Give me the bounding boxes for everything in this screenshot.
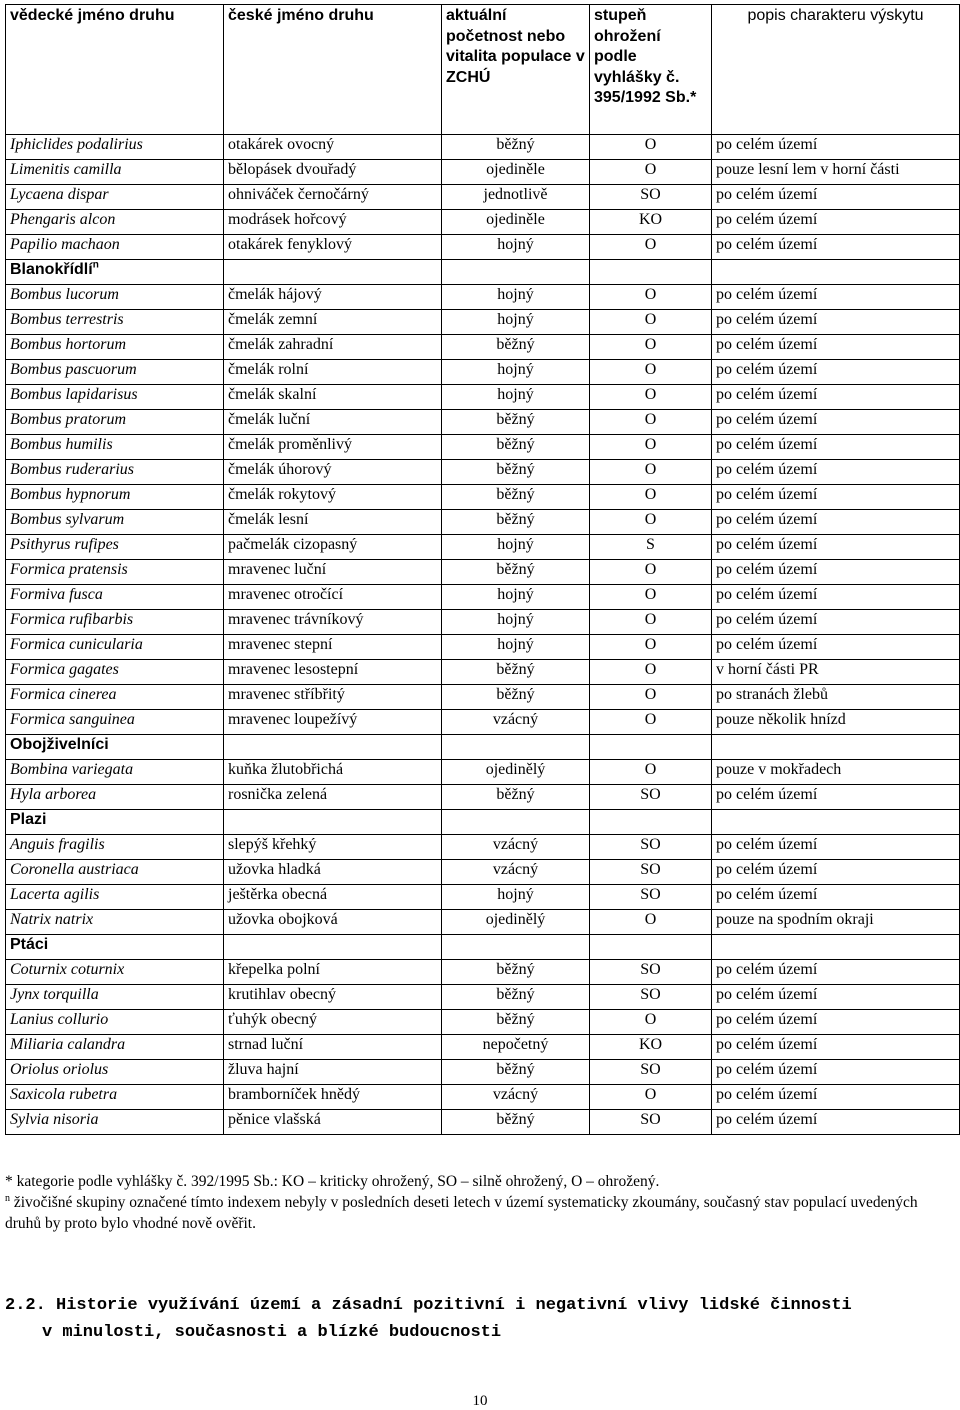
threat-status-cell: SO <box>590 835 712 860</box>
threat-status-cell: O <box>590 660 712 685</box>
scientific-name-cell: Formica pratensis <box>6 560 224 585</box>
threat-status-cell: SO <box>590 885 712 910</box>
table-row <box>6 210 960 235</box>
table-row <box>6 460 960 485</box>
occurrence-cell: pouze několik hnízd <box>712 710 960 735</box>
empty-cell <box>712 735 960 760</box>
occurrence-cell: po celém území <box>712 235 960 260</box>
scientific-name-cell: Natrix natrix <box>6 910 224 935</box>
scientific-name-cell: Bombina variegata <box>6 760 224 785</box>
czech-name-cell: čmelák rokytový <box>224 485 442 510</box>
abundance-cell: běžný <box>442 335 590 360</box>
header-threat-level: stupeň ohrožení podle vyhlášky č. 395/1992 Sb.* <box>590 5 712 135</box>
czech-name-cell: mravenec luční <box>224 560 442 585</box>
czech-name-cell: kuňka žlutobřichá <box>224 760 442 785</box>
czech-name-cell: strnad luční <box>224 1035 442 1060</box>
abundance-cell: běžný <box>442 1060 590 1085</box>
scientific-name-cell: Bombus ruderarius <box>6 460 224 485</box>
scientific-name-cell: Coturnix coturnix <box>6 960 224 985</box>
table-row <box>6 360 960 385</box>
threat-status-cell: SO <box>590 1110 712 1135</box>
abundance-cell: běžný <box>442 435 590 460</box>
table-row <box>6 760 960 785</box>
scientific-name-cell: Formica cunicularia <box>6 635 224 660</box>
species-table <box>5 4 960 1135</box>
scientific-name-cell: Formiva fusca <box>6 585 224 610</box>
empty-cell <box>442 935 590 960</box>
czech-name-cell: bělopásek dvouřadý <box>224 160 442 185</box>
czech-name-cell: rosnička zelená <box>224 785 442 810</box>
threat-status-cell: O <box>590 135 712 160</box>
abundance-cell: hojný <box>442 360 590 385</box>
abundance-cell: běžný <box>442 510 590 535</box>
czech-name-cell: pěnice vlašská <box>224 1110 442 1135</box>
table-row <box>6 710 960 735</box>
abundance-cell: vzácný <box>442 835 590 860</box>
scientific-name-cell: Bombus hypnorum <box>6 485 224 510</box>
occurrence-cell: po celém území <box>712 135 960 160</box>
table-row <box>6 160 960 185</box>
abundance-cell: běžný <box>442 1110 590 1135</box>
czech-name-cell: otakárek fenyklový <box>224 235 442 260</box>
empty-cell <box>590 935 712 960</box>
threat-status-cell: O <box>590 710 712 735</box>
abundance-cell: vzácný <box>442 860 590 885</box>
scientific-name-cell: Bombus lapidarisus <box>6 385 224 410</box>
occurrence-cell: po celém území <box>712 410 960 435</box>
czech-name-cell: mravenec lesostepní <box>224 660 442 685</box>
abundance-cell: vzácný <box>442 710 590 735</box>
table-row <box>6 585 960 610</box>
occurrence-cell: po celém území <box>712 785 960 810</box>
scientific-name-cell: Jynx torquilla <box>6 985 224 1010</box>
abundance-cell: ojedinělý <box>442 910 590 935</box>
abundance-cell: hojný <box>442 285 590 310</box>
scientific-name-cell: Bombus sylvarum <box>6 510 224 535</box>
threat-status-cell: O <box>590 685 712 710</box>
scientific-name-cell: Papilio machaon <box>6 235 224 260</box>
table-row <box>6 635 960 660</box>
table-row <box>6 285 960 310</box>
abundance-cell: běžný <box>442 960 590 985</box>
threat-status-cell: O <box>590 635 712 660</box>
group-name: Plazi <box>10 811 47 828</box>
scientific-name-cell: Phengaris alcon <box>6 210 224 235</box>
threat-status-cell: O <box>590 760 712 785</box>
empty-cell <box>224 935 442 960</box>
abundance-cell: běžný <box>442 1010 590 1035</box>
section-heading <box>5 1292 955 1346</box>
table-row <box>6 1060 960 1085</box>
occurrence-cell: po celém území <box>712 285 960 310</box>
table-header <box>6 5 960 135</box>
occurrence-cell: po celém území <box>712 1060 960 1085</box>
group-row <box>6 935 960 960</box>
table-row <box>6 560 960 585</box>
czech-name-cell: křepelka polní <box>224 960 442 985</box>
occurrence-cell: po celém území <box>712 435 960 460</box>
abundance-cell: běžný <box>442 560 590 585</box>
table-row <box>6 510 960 535</box>
abundance-cell: ojedinělý <box>442 760 590 785</box>
occurrence-cell: po celém území <box>712 210 960 235</box>
empty-cell <box>442 735 590 760</box>
threat-status-cell: S <box>590 535 712 560</box>
empty-cell <box>224 810 442 835</box>
scientific-name-cell: Bombus pratorum <box>6 410 224 435</box>
empty-cell <box>712 260 960 285</box>
occurrence-cell: pouze lesní lem v horní části <box>712 160 960 185</box>
threat-status-cell: SO <box>590 860 712 885</box>
table-row <box>6 185 960 210</box>
empty-cell <box>712 935 960 960</box>
threat-status-cell: O <box>590 460 712 485</box>
scientific-name-cell: Coronella austriaca <box>6 860 224 885</box>
scientific-name-cell: Formica rufibarbis <box>6 610 224 635</box>
group-name: Obojživelníci <box>10 736 109 753</box>
occurrence-cell: po celém území <box>712 310 960 335</box>
header-occurrence: popis charakteru výskytu <box>712 5 960 135</box>
czech-name-cell: čmelák luční <box>224 410 442 435</box>
threat-status-cell: O <box>590 160 712 185</box>
table-row <box>6 1110 960 1135</box>
occurrence-cell: po celém území <box>712 460 960 485</box>
threat-status-cell: KO <box>590 1035 712 1060</box>
czech-name-cell: otakárek ovocný <box>224 135 442 160</box>
czech-name-cell: čmelák proměnlivý <box>224 435 442 460</box>
threat-status-cell: SO <box>590 960 712 985</box>
table-row <box>6 310 960 335</box>
scientific-name-cell: Hyla arborea <box>6 785 224 810</box>
abundance-cell: hojný <box>442 535 590 560</box>
abundance-cell: běžný <box>442 685 590 710</box>
table-row <box>6 835 960 860</box>
scientific-name-cell: Formica gagates <box>6 660 224 685</box>
group-label <box>6 260 224 285</box>
group-name: Ptáci <box>10 936 49 953</box>
threat-status-cell: O <box>590 435 712 460</box>
abundance-cell: nepočetný <box>442 1035 590 1060</box>
scientific-name-cell: Lycaena dispar <box>6 185 224 210</box>
occurrence-cell: po celém území <box>712 1010 960 1035</box>
occurrence-cell: po stranách žlebů <box>712 685 960 710</box>
threat-status-cell: KO <box>590 210 712 235</box>
threat-status-cell: O <box>590 510 712 535</box>
threat-status-cell: SO <box>590 785 712 810</box>
table-row <box>6 860 960 885</box>
table-row <box>6 235 960 260</box>
threat-status-cell: O <box>590 385 712 410</box>
abundance-cell: hojný <box>442 310 590 335</box>
scientific-name-cell: Bombus pascuorum <box>6 360 224 385</box>
header-scientific-name: vědecké jméno druhu <box>6 5 224 135</box>
threat-status-cell: O <box>590 410 712 435</box>
header-abundance: aktuální početnost nebo vitalita populace v ZCHÚ <box>442 5 590 135</box>
abundance-cell: jednotlivě <box>442 185 590 210</box>
scientific-name-cell: Formica sanguinea <box>6 710 224 735</box>
threat-status-cell: O <box>590 485 712 510</box>
scientific-name-cell: Miliaria calandra <box>6 1035 224 1060</box>
table-row <box>6 610 960 635</box>
empty-cell <box>712 810 960 835</box>
czech-name-cell: mravenec loupežívý <box>224 710 442 735</box>
table-row <box>6 485 960 510</box>
czech-name-cell: mravenec stepní <box>224 635 442 660</box>
czech-name-cell: krutihlav obecný <box>224 985 442 1010</box>
footnote-categories: * kategorie podle vyhlášky č. 392/1995 Sb.: KO – kriticky ohrožený, SO – silně ohrožený, O – ohrožený. <box>5 1173 660 1190</box>
header-czech-name: české jméno druhu <box>224 5 442 135</box>
table-row <box>6 1085 960 1110</box>
scientific-name-cell: Formica cinerea <box>6 685 224 710</box>
header-row <box>6 5 960 135</box>
scientific-name-cell: Oriolus oriolus <box>6 1060 224 1085</box>
czech-name-cell: užovka obojková <box>224 910 442 935</box>
abundance-cell: běžný <box>442 135 590 160</box>
threat-status-cell: O <box>590 610 712 635</box>
czech-name-cell: čmelák úhorový <box>224 460 442 485</box>
threat-status-cell: SO <box>590 1060 712 1085</box>
table-row <box>6 685 960 710</box>
abundance-cell: ojediněle <box>442 210 590 235</box>
scientific-name-cell: Lanius collurio <box>6 1010 224 1035</box>
czech-name-cell: bramborníček hnědý <box>224 1085 442 1110</box>
threat-status-cell: O <box>590 1010 712 1035</box>
abundance-cell: hojný <box>442 385 590 410</box>
czech-name-cell: modrásek hořcový <box>224 210 442 235</box>
group-label <box>6 735 224 760</box>
scientific-name-cell: Anguis fragilis <box>6 835 224 860</box>
occurrence-cell: pouze v mokřadech <box>712 760 960 785</box>
threat-status-cell: O <box>590 285 712 310</box>
group-row <box>6 260 960 285</box>
table-row <box>6 785 960 810</box>
czech-name-cell: čmelák zemní <box>224 310 442 335</box>
threat-status-cell: O <box>590 585 712 610</box>
occurrence-cell: po celém území <box>712 835 960 860</box>
czech-name-cell: mravenec otročící <box>224 585 442 610</box>
threat-status-cell: O <box>590 560 712 585</box>
table-row <box>6 135 960 160</box>
table-row <box>6 985 960 1010</box>
abundance-cell: ojediněle <box>442 160 590 185</box>
empty-cell <box>590 810 712 835</box>
occurrence-cell: po celém území <box>712 335 960 360</box>
occurrence-cell: po celém území <box>712 535 960 560</box>
czech-name-cell: ještěrka obecná <box>224 885 442 910</box>
czech-name-cell: mravenec stříbřitý <box>224 685 442 710</box>
threat-status-cell: SO <box>590 985 712 1010</box>
abundance-cell: hojný <box>442 635 590 660</box>
table-row <box>6 385 960 410</box>
czech-name-cell: čmelák hájový <box>224 285 442 310</box>
abundance-cell: vzácný <box>442 1085 590 1110</box>
table-row <box>6 660 960 685</box>
occurrence-cell: po celém území <box>712 185 960 210</box>
abundance-cell: běžný <box>442 485 590 510</box>
czech-name-cell: mravenec trávníkový <box>224 610 442 635</box>
occurrence-cell: po celém území <box>712 960 960 985</box>
abundance-cell: hojný <box>442 885 590 910</box>
threat-status-cell: O <box>590 1085 712 1110</box>
table-body <box>6 135 960 1135</box>
abundance-cell: běžný <box>442 410 590 435</box>
scientific-name-cell: Bombus humilis <box>6 435 224 460</box>
table-row <box>6 335 960 360</box>
czech-name-cell: pačmelák cizopasný <box>224 535 442 560</box>
occurrence-cell: po celém území <box>712 1085 960 1110</box>
group-row <box>6 735 960 760</box>
occurrence-cell: po celém území <box>712 1110 960 1135</box>
czech-name-cell: užovka hladká <box>224 860 442 885</box>
scientific-name-cell: Lacerta agilis <box>6 885 224 910</box>
abundance-cell: běžný <box>442 785 590 810</box>
footnotes <box>5 1171 955 1234</box>
section-heading-line2: v minulosti, současnosti a blízké budoucnosti <box>42 1323 502 1342</box>
table-row <box>6 410 960 435</box>
table-row <box>6 1010 960 1035</box>
abundance-cell: běžný <box>442 985 590 1010</box>
czech-name-cell: žluva hajní <box>224 1060 442 1085</box>
empty-cell <box>590 260 712 285</box>
empty-cell <box>442 810 590 835</box>
threat-status-cell: O <box>590 910 712 935</box>
abundance-cell: hojný <box>442 585 590 610</box>
scientific-name-cell: Bombus terrestris <box>6 310 224 335</box>
empty-cell <box>224 260 442 285</box>
czech-name-cell: ohniváček černočárný <box>224 185 442 210</box>
scientific-name-cell: Saxicola rubetra <box>6 1085 224 1110</box>
group-name: Blanokřídlí <box>10 261 93 278</box>
threat-status-cell: O <box>590 310 712 335</box>
occurrence-cell: po celém území <box>712 610 960 635</box>
scientific-name-cell: Bombus hortorum <box>6 335 224 360</box>
occurrence-cell: po celém území <box>712 985 960 1010</box>
footnote-index <box>5 1192 955 1234</box>
scientific-name-cell: Limenitis camilla <box>6 160 224 185</box>
scientific-name-cell: Sylvia nisoria <box>6 1110 224 1135</box>
czech-name-cell: ťuhýk obecný <box>224 1010 442 1035</box>
empty-cell <box>224 735 442 760</box>
occurrence-cell: v horní části PR <box>712 660 960 685</box>
group-index-mark: n <box>92 259 99 271</box>
section-heading-line1: 2.2. Historie využívání území a zásadní pozitivní i negativní vlivy lidské činnosti <box>5 1296 852 1315</box>
table-row <box>6 535 960 560</box>
threat-status-cell: O <box>590 235 712 260</box>
threat-status-cell: SO <box>590 185 712 210</box>
abundance-cell: běžný <box>442 460 590 485</box>
occurrence-cell: po celém území <box>712 885 960 910</box>
occurrence-cell: po celém území <box>712 360 960 385</box>
table-row <box>6 1035 960 1060</box>
scientific-name-cell: Bombus lucorum <box>6 285 224 310</box>
table-row <box>6 910 960 935</box>
table-row <box>6 960 960 985</box>
czech-name-cell: čmelák rolní <box>224 360 442 385</box>
threat-status-cell: O <box>590 360 712 385</box>
czech-name-cell: čmelák skalní <box>224 385 442 410</box>
occurrence-cell: po celém území <box>712 860 960 885</box>
occurrence-cell: po celém území <box>712 385 960 410</box>
czech-name-cell: čmelák zahradní <box>224 335 442 360</box>
empty-cell <box>590 735 712 760</box>
abundance-cell: hojný <box>442 610 590 635</box>
abundance-cell: hojný <box>442 235 590 260</box>
abundance-cell: běžný <box>442 660 590 685</box>
footnote-index-text: živočišné skupiny označené tímto indexem nebyly v posledních deseti letech v území systematicky zkoumány, současný stav populací uvedených druhů by proto bylo vhodné nově ověřit. <box>5 1194 918 1232</box>
table-row <box>6 885 960 910</box>
group-row <box>6 810 960 835</box>
footnote-index-mark: n <box>5 1192 10 1204</box>
occurrence-cell: pouze na spodním okraji <box>712 910 960 935</box>
occurrence-cell: po celém území <box>712 560 960 585</box>
page-number: 10 <box>472 1393 488 1409</box>
czech-name-cell: čmelák lesní <box>224 510 442 535</box>
occurrence-cell: po celém území <box>712 585 960 610</box>
occurrence-cell: po celém území <box>712 1035 960 1060</box>
scientific-name-cell: Iphiclides podalirius <box>6 135 224 160</box>
group-label <box>6 935 224 960</box>
occurrence-cell: po celém území <box>712 485 960 510</box>
occurrence-cell: po celém území <box>712 635 960 660</box>
group-label <box>6 810 224 835</box>
scientific-name-cell: Psithyrus rufipes <box>6 535 224 560</box>
occurrence-cell: po celém území <box>712 510 960 535</box>
table-row <box>6 435 960 460</box>
empty-cell <box>442 260 590 285</box>
threat-status-cell: O <box>590 335 712 360</box>
czech-name-cell: slepýš křehký <box>224 835 442 860</box>
